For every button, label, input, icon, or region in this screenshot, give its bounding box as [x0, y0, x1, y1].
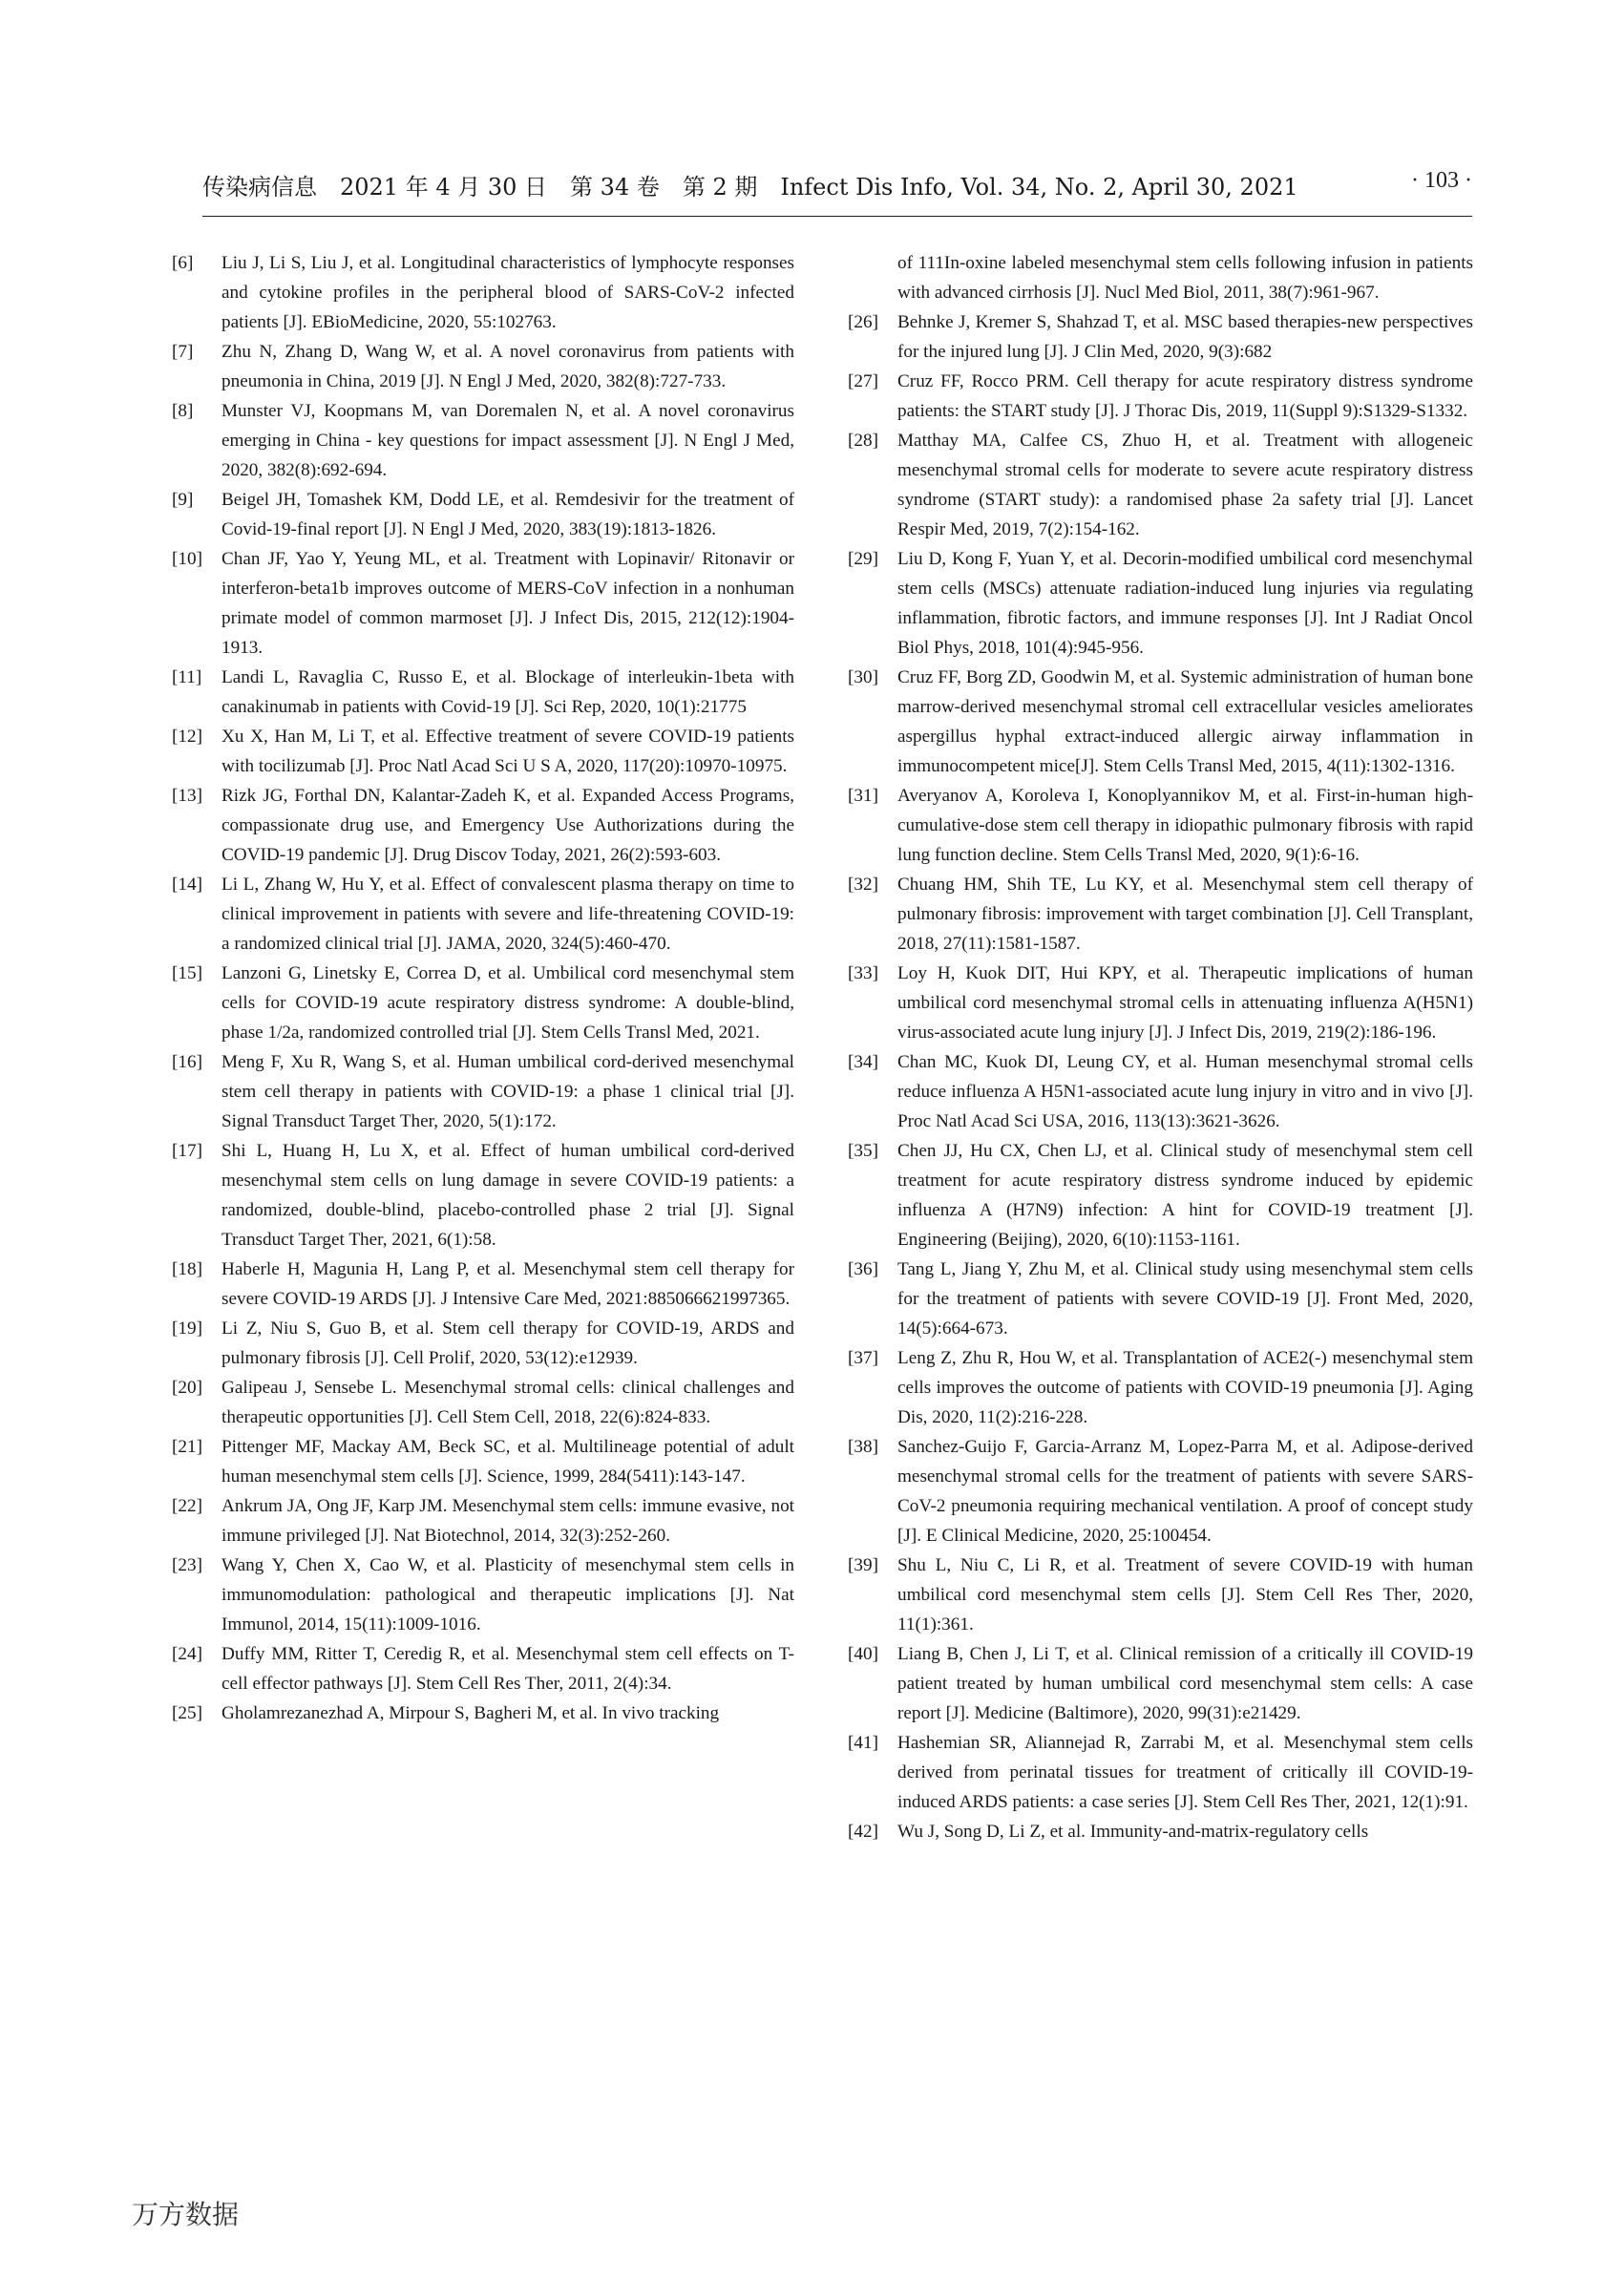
reference-text: Averyanov A, Koroleva I, Konoplyannikov M, et al. First-in-human high-cumulative-dose stem cell therapy in idiopathic pulmonary fibrosis with rapid lung function decline. Stem Cells Transl Med, 2020, 9(1):6-16.: [897, 786, 1473, 865]
reference-text: Duffy MM, Ritter T, Ceredig R, et al. Mesenchymal stem cell effects on T-cell effector pathways [J]. Stem Cell Res Ther, 2011, 2(4):34.: [221, 1644, 794, 1694]
reference-number: [7]: [172, 342, 194, 362]
reference-text: Xu X, Han M, Li T, et al. Effective treatment of severe COVID-19 patients with tocilizumab [J]. Proc Natl Acad Sci U S A, 2020, 117(20):10970-10975.: [221, 727, 794, 776]
reference-entry: [848, 1550, 1473, 1639]
reference-entry: [172, 1047, 794, 1136]
reference-number: [25]: [172, 1703, 202, 1723]
reference-text: Chuang HM, Shih TE, Lu KY, et al. Mesenchymal stem cell therapy of pulmonary fibrosis: improvement with target combination [J]. Cell Transplant, 2018, 27(11):1581-1587.: [897, 875, 1473, 954]
reference-entry: [172, 1491, 794, 1550]
reference-number: [40]: [848, 1644, 878, 1664]
reference-entry: [848, 1136, 1473, 1255]
reference-text: Landi L, Ravaglia C, Russo E, et al. Blockage of interleukin-1beta with canakinumab in patients with Covid-19 [J]. Sci Rep, 2020, 10(1):21775: [221, 667, 794, 717]
reference-number: [33]: [848, 963, 878, 983]
reference-entry: [848, 663, 1473, 781]
watermark: 万方数据: [132, 2199, 240, 2230]
reference-entry: [172, 1698, 794, 1728]
reference-text: Li Z, Niu S, Guo B, et al. Stem cell therapy for COVID-19, ARDS and pulmonary fibrosis [J]. Cell Prolif, 2020, 53(12):e12939.: [221, 1318, 794, 1368]
reference-entry: [848, 1343, 1473, 1432]
reference-entry: [848, 870, 1473, 959]
reference-entry: [172, 544, 794, 663]
page-number: · 103 ·: [1411, 168, 1472, 193]
reference-number: [32]: [848, 875, 878, 895]
reference-entry: [848, 544, 1473, 663]
reference-text: Wang Y, Chen X, Cao W, et al. Plasticity of mesenchymal stem cells in immunomodulation: pathological and therapeutic implications [J]. Nat Immunol, 2014, 15(11):1009-1016.: [221, 1555, 794, 1635]
reference-number: [19]: [172, 1318, 202, 1339]
reference-text: Gholamrezanezhad A, Mirpour S, Bagheri M, et al. In vivo tracking: [221, 1703, 720, 1723]
reference-entry: [172, 248, 794, 337]
reference-number: [23]: [172, 1555, 202, 1575]
reference-number: [26]: [848, 312, 878, 332]
reference-entry: [172, 959, 794, 1047]
reference-number: [21]: [172, 1437, 202, 1457]
reference-list-left-column: [172, 248, 794, 1728]
reference-entry: [172, 396, 794, 485]
reference-entry: [172, 1639, 794, 1698]
reference-number: [20]: [172, 1378, 202, 1398]
reference-text: Chan MC, Kuok DI, Leung CY, et al. Human mesenchymal stromal cells reduce influenza A H5N1-associated acute lung injury in vitro and in vivo [J]. Proc Natl Acad Sci USA, 2016, 113(13):3621-3626.: [897, 1052, 1473, 1131]
reference-text: Ankrum JA, Ong JF, Karp JM. Mesenchymal stem cells: immune evasive, not immune privileged [J]. Nat Biotechnol, 2014, 32(3):252-260.: [221, 1496, 794, 1546]
reference-number: [6]: [172, 253, 194, 273]
reference-entry: [172, 1255, 794, 1314]
reference-entry: [848, 1047, 1473, 1136]
reference-number: [31]: [848, 786, 878, 806]
reference-text: Lanzoni G, Linetsky E, Correa D, et al. Umbilical cord mesenchymal stem cells for COVID-19 acute respiratory distress syndrome: A double-blind, phase 1/2a, randomized controlled trial [J]. Stem Cells Transl Med, 2021.: [221, 963, 794, 1043]
reference-text: Tang L, Jiang Y, Zhu M, et al. Clinical study using mesenchymal stem cells for the treatment of patients with severe COVID-19 [J]. Front Med, 2020, 14(5):664-673.: [897, 1259, 1473, 1339]
reference-number: [11]: [172, 667, 202, 687]
reference-number: [28]: [848, 431, 878, 451]
reference-entry: [172, 1136, 794, 1255]
reference-text: Li L, Zhang W, Hu Y, et al. Effect of convalescent plasma therapy on time to clinical improvement in patients with severe and life-threatening COVID-19: a randomized clinical trial [J]. JAMA, 2020, 324(5):460-470.: [221, 875, 794, 954]
reference-text: Rizk JG, Forthal DN, Kalantar-Zadeh K, et al. Expanded Access Programs, compassionate drug use, and Emergency Use Authorizations during the COVID-19 pandemic [J]. Drug Discov Today, 2021, 26(2):593-603.: [221, 786, 794, 865]
reference-number: [39]: [848, 1555, 878, 1575]
reference-number: [34]: [848, 1052, 878, 1072]
reference-text: Shu L, Niu C, Li R, et al. Treatment of severe COVID-19 with human umbilical cord mesenchymal stem cells [J]. Stem Cell Res Ther, 2020, 11(1):361.: [897, 1555, 1473, 1635]
reference-entry: [848, 781, 1473, 870]
reference-number: [16]: [172, 1052, 202, 1072]
reference-entry: [172, 663, 794, 722]
reference-text: Wu J, Song D, Li Z, et al. Immunity-and-matrix-regulatory cells: [897, 1822, 1369, 1842]
reference-number: [37]: [848, 1348, 878, 1368]
reference-entry: [172, 1373, 794, 1432]
reference-entry: [172, 1432, 794, 1491]
reference-text: of 111In-oxine labeled mesenchymal stem cells following infusion in patients with advanced cirrhosis [J]. Nucl Med Biol, 2011, 38(7):961-967.: [897, 253, 1473, 303]
reference-entry: [172, 337, 794, 396]
reference-text: Loy H, Kuok DIT, Hui KPY, et al. Therapeutic implications of human umbilical cord mesenchymal stromal cells in attenuating influenza A(H5N1) virus-associated acute lung injury [J]. J Infect Dis, 2019, 219(2):186-196.: [897, 963, 1473, 1043]
running-head-text: 传染病信息 2021 年 4 月 30 日 第 34 卷 第 2 期 Infect Dis Info, Vol. 34, No. 2, April 30, 2021: [202, 174, 1298, 200]
reference-number: [8]: [172, 401, 194, 421]
reference-number: [9]: [172, 490, 194, 510]
reference-number: [17]: [172, 1141, 202, 1161]
reference-entry: [848, 426, 1473, 544]
reference-entry: [172, 781, 794, 870]
reference-entry: [848, 959, 1473, 1047]
reference-text: Meng F, Xu R, Wang S, et al. Human umbilical cord-derived mesenchymal stem cell therapy in patients with COVID-19: a phase 1 clinical trial [J]. Signal Transduct Target Ther, 2020, 5(1):172.: [221, 1052, 794, 1131]
reference-number: [29]: [848, 549, 878, 569]
reference-text: Liang B, Chen J, Li T, et al. Clinical remission of a critically ill COVID-19 patient treated by human umbilical cord mesenchymal stem cells: A case report [J]. Medicine (Baltimore), 2020, 99(31):e21429.: [897, 1644, 1473, 1723]
reference-entry: [848, 1432, 1473, 1550]
reference-text: Leng Z, Zhu R, Hou W, et al. Transplantation of ACE2(-) mesenchymal stem cells improves the outcome of patients with COVID-19 pneumonia [J]. Aging Dis, 2020, 11(2):216-228.: [897, 1348, 1473, 1427]
reference-continuation: [848, 248, 1473, 307]
reference-text: Hashemian SR, Aliannejad R, Zarrabi M, et al. Mesenchymal stem cells derived from perinatal tissues for treatment of critically ill COVID-19-induced ARDS patients: a case series [J]. Stem Cell Res Ther, 2021, 12(1):91.: [897, 1733, 1473, 1812]
reference-text: Liu D, Kong F, Yuan Y, et al. Decorin-modified umbilical cord mesenchymal stem cells (MSCs) attenuate radiation-induced lung injuries via regulating inflammation, fibrotic factors, and immune responses [J]. Int J Radiat Oncol Biol Phys, 2018, 101(4):945-956.: [897, 549, 1473, 658]
reference-number: [38]: [848, 1437, 878, 1457]
header-rule: [202, 216, 1472, 217]
reference-entry: [848, 1817, 1473, 1846]
reference-text: Haberle H, Magunia H, Lang P, et al. Mesenchymal stem cell therapy for severe COVID-19 ARDS [J]. J Intensive Care Med, 2021:885066621997365.: [221, 1259, 794, 1309]
reference-text: Beigel JH, Tomashek KM, Dodd LE, et al. Remdesivir for the treatment of Covid-19-final report [J]. N Engl J Med, 2020, 383(19):1813-1826.: [221, 490, 794, 539]
reference-text: Sanchez-Guijo F, Garcia-Arranz M, Lopez-Parra M, et al. Adipose-derived mesenchymal stromal cells for the treatment of patients with severe SARS-CoV-2 pneumonia requiring mechanical ventilation. A proof of concept study [J]. E Clinical Medicine, 2020, 25:100454.: [897, 1437, 1473, 1546]
reference-text: Cruz FF, Rocco PRM. Cell therapy for acute respiratory distress syndrome patients: the START study [J]. J Thorac Dis, 2019, 11(Suppl 9):S1329-S1332.: [897, 371, 1473, 421]
reference-entry: [848, 367, 1473, 426]
reference-entry: [172, 1550, 794, 1639]
reference-list-right-column: [848, 248, 1473, 1846]
reference-entry: [172, 870, 794, 959]
reference-number: [14]: [172, 875, 202, 895]
reference-text: Cruz FF, Borg ZD, Goodwin M, et al. Systemic administration of human bone marrow-derived mesenchymal stromal cell extracellular vesicles ameliorates aspergillus hyphal extract-induced allergic airway inflammation in immunocompetent mice[J]. Stem Cells Transl Med, 2015, 4(11):1302-1316.: [897, 667, 1473, 776]
reference-entry: [848, 1255, 1473, 1343]
reference-number: [30]: [848, 667, 878, 687]
reference-number: [42]: [848, 1822, 878, 1842]
reference-text: Munster VJ, Koopmans M, van Doremalen N, et al. A novel coronavirus emerging in China - key questions for impact assessment [J]. N Engl J Med, 2020, 382(8):692-694.: [221, 401, 794, 480]
reference-text: Shi L, Huang H, Lu X, et al. Effect of human umbilical cord-derived mesenchymal stem cells on lung damage in severe COVID-19 patients: a randomized, double-blind, placebo-controlled phase 2 trial [J]. Signal Transduct Target Ther, 2021, 6(1):58.: [221, 1141, 794, 1250]
reference-entry: [172, 722, 794, 781]
reference-text: Behnke J, Kremer S, Shahzad T, et al. MSC based therapies-new perspectives for the injured lung [J]. J Clin Med, 2020, 9(3):682: [897, 312, 1473, 362]
reference-text: Zhu N, Zhang D, Wang W, et al. A novel coronavirus from patients with pneumonia in China, 2019 [J]. N Engl J Med, 2020, 382(8):727-733.: [221, 342, 794, 391]
reference-entry: [172, 1314, 794, 1373]
reference-text: Chan JF, Yao Y, Yeung ML, et al. Treatment with Lopinavir/ Ritonavir or interferon-beta1b improves outcome of MERS-CoV infection in a nonhuman primate model of common marmoset [J]. J Infect Dis, 2015, 212(12):1904-1913.: [221, 549, 794, 658]
reference-entry: [848, 307, 1473, 367]
reference-text: Galipeau J, Sensebe L. Mesenchymal stromal cells: clinical challenges and therapeutic opportunities [J]. Cell Stem Cell, 2018, 22(6):824-833.: [221, 1378, 794, 1427]
reference-entry: [848, 1728, 1473, 1817]
reference-number: [35]: [848, 1141, 878, 1161]
reference-number: [41]: [848, 1733, 878, 1753]
reference-number: [18]: [172, 1259, 202, 1279]
reference-number: [36]: [848, 1259, 878, 1279]
reference-number: [24]: [172, 1644, 202, 1664]
reference-text: Liu J, Li S, Liu J, et al. Longitudinal characteristics of lymphocyte responses and cytokine profiles in the peripheral blood of SARS-CoV-2 infected patients [J]. EBioMedicine, 2020, 55:102763.: [221, 253, 794, 332]
reference-text: Pittenger MF, Mackay AM, Beck SC, et al. Multilineage potential of adult human mesenchymal stem cells [J]. Science, 1999, 284(5411):143-147.: [221, 1437, 794, 1487]
reference-text: Chen JJ, Hu CX, Chen LJ, et al. Clinical study of mesenchymal stem cell treatment for acute respiratory distress syndrome induced by epidemic influenza A (H7N9) infection: A hint for COVID-19 treatment [J]. Engineering (Beijing), 2020, 6(10):1153-1161.: [897, 1141, 1473, 1250]
reference-number: [12]: [172, 727, 202, 747]
reference-number: [13]: [172, 786, 202, 806]
reference-entry: [172, 485, 794, 544]
reference-number: [27]: [848, 371, 878, 391]
reference-number: [15]: [172, 963, 202, 983]
reference-entry: [848, 1639, 1473, 1728]
reference-number: [10]: [172, 549, 202, 569]
reference-number: [22]: [172, 1496, 202, 1516]
running-header: [202, 168, 1472, 210]
reference-text: Matthay MA, Calfee CS, Zhuo H, et al. Treatment with allogeneic mesenchymal stromal cells for moderate to severe acute respiratory distress syndrome (START study): a randomised phase 2a safety trial [J]. Lancet Respir Med, 2019, 7(2):154-162.: [897, 431, 1473, 539]
